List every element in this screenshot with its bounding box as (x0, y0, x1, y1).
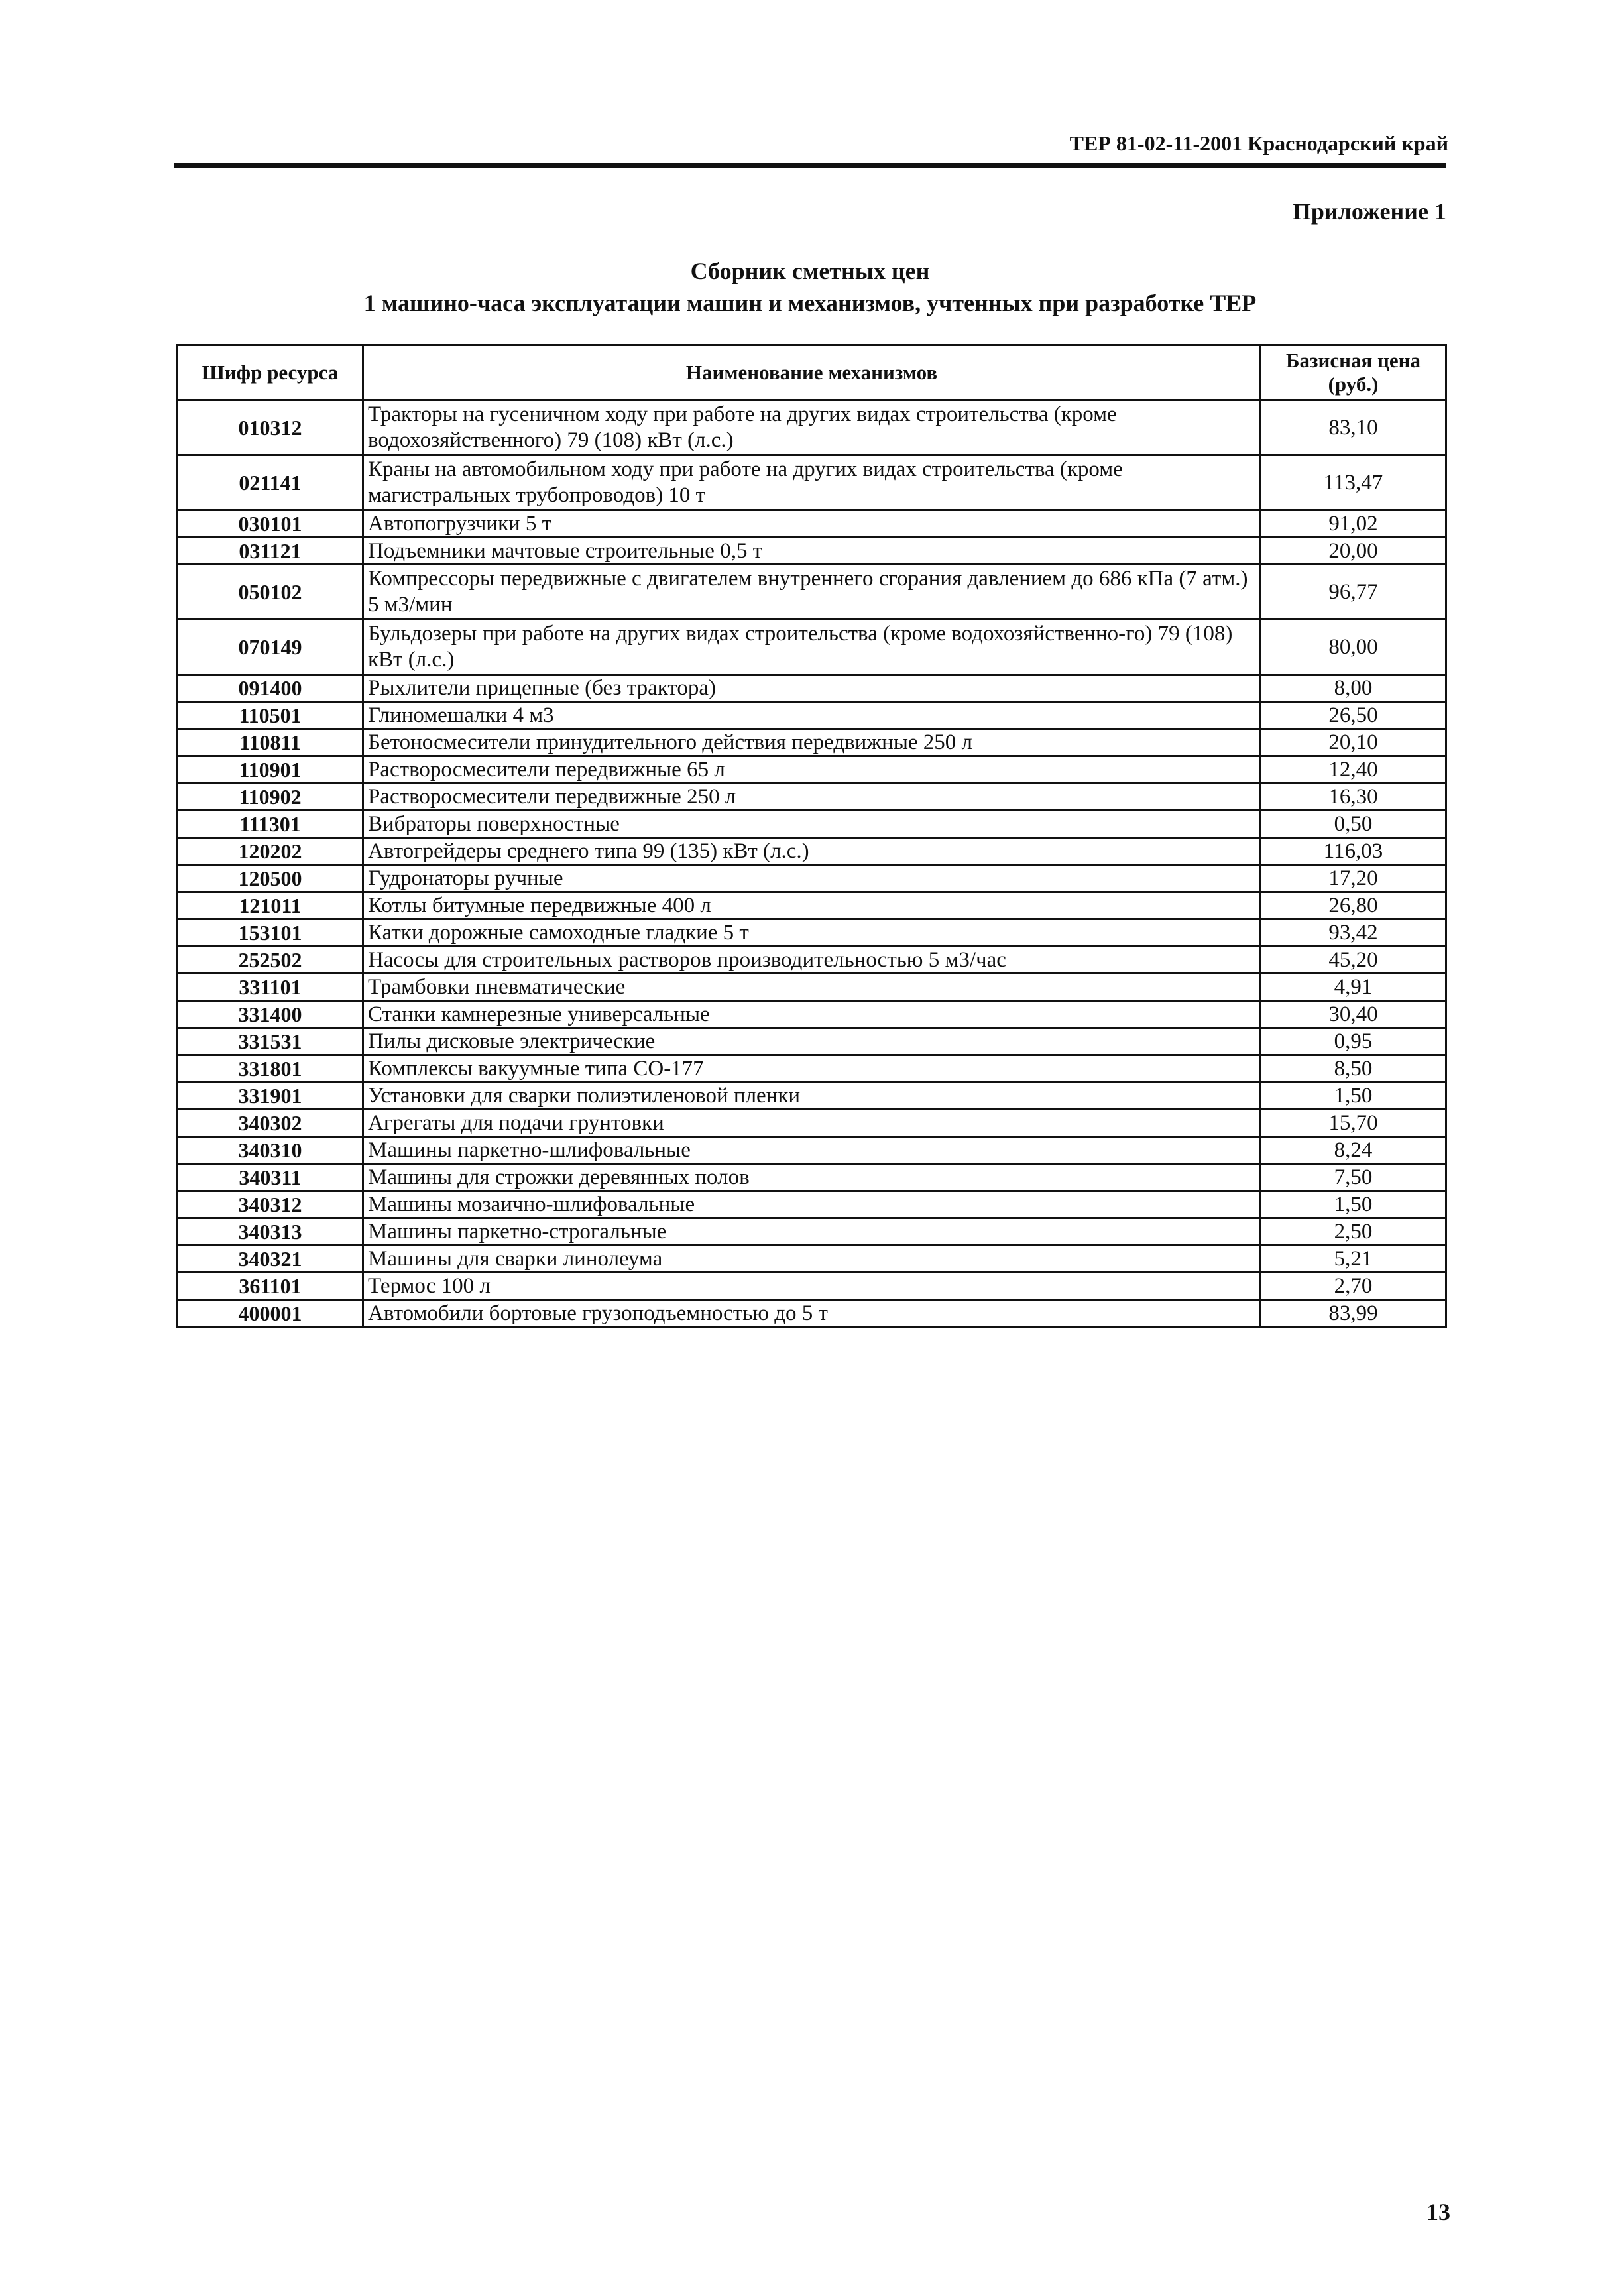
resource-code-cell: 361101 (178, 1273, 363, 1300)
resource-code-cell: 120500 (178, 865, 363, 892)
mechanism-name-cell: Растворосмесители передвижные 250 л (363, 784, 1261, 811)
mechanism-name-cell: Насосы для строительных растворов производительностью 5 м3/час (363, 947, 1261, 974)
table-row (178, 1191, 1446, 1218)
base-price-cell: 1,50 (1261, 1083, 1446, 1110)
resource-code-cell: 050102 (178, 565, 363, 620)
resource-code-cell: 111301 (178, 811, 363, 838)
table-row (178, 1055, 1446, 1083)
base-price-cell: 80,00 (1261, 620, 1446, 675)
mechanism-name-cell: Растворосмесители передвижные 65 л (363, 756, 1261, 784)
resource-code-cell: 340310 (178, 1137, 363, 1164)
mechanism-name-cell: Подъемники мачтовые строительные 0,5 т (363, 538, 1261, 565)
mechanism-name-cell: Машины паркетно-строгальные (363, 1218, 1261, 1246)
table-row (178, 1164, 1446, 1191)
resource-code-cell: 021141 (178, 455, 363, 510)
mechanism-name-cell: Краны на автомобильном ходу при работе на других видах строительства (кроме магистральных трубопроводов) 10 т (363, 455, 1261, 510)
table-row (178, 838, 1446, 865)
mechanism-name-cell: Котлы битумные передвижные 400 л (363, 892, 1261, 919)
mechanism-name-cell: Термос 100 л (363, 1273, 1261, 1300)
base-price-cell: 45,20 (1261, 947, 1446, 974)
base-price-cell: 96,77 (1261, 565, 1446, 620)
base-price-cell: 16,30 (1261, 784, 1446, 811)
column-header-price: Базисная цена (руб.) (1261, 345, 1446, 400)
base-price-cell: 8,50 (1261, 1055, 1446, 1083)
mechanism-name-cell: Автопогрузчики 5 т (363, 510, 1261, 538)
table-row (178, 919, 1446, 947)
resource-code-cell: 340302 (178, 1110, 363, 1137)
base-price-cell: 26,80 (1261, 892, 1446, 919)
mechanism-name-cell: Бульдозеры при работе на других видах строительства (кроме водохозяйственно-го) 79 (108) кВт (л.с.) (363, 620, 1261, 675)
resource-code-cell: 340311 (178, 1164, 363, 1191)
mechanism-name-cell: Автогрейдеры среднего типа 99 (135) кВт (л.с.) (363, 838, 1261, 865)
table-row (178, 400, 1446, 455)
resource-code-cell: 331400 (178, 1001, 363, 1028)
base-price-cell: 83,10 (1261, 400, 1446, 455)
base-price-cell: 26,50 (1261, 702, 1446, 729)
resource-code-cell: 091400 (178, 675, 363, 702)
table-row (178, 756, 1446, 784)
page-number: 13 (1426, 2199, 1450, 2225)
resource-code-cell: 010312 (178, 400, 363, 455)
resource-code-cell: 121011 (178, 892, 363, 919)
table-row (178, 1137, 1446, 1164)
mechanism-name-cell: Машины паркетно-шлифовальные (363, 1137, 1261, 1164)
table-row (178, 1273, 1446, 1300)
mechanism-name-cell: Машины для сварки линолеума (363, 1246, 1261, 1273)
resource-code-cell: 120202 (178, 838, 363, 865)
mechanism-name-cell: Катки дорожные самоходные гладкие 5 т (363, 919, 1261, 947)
resource-code-cell: 252502 (178, 947, 363, 974)
base-price-cell: 2,70 (1261, 1273, 1446, 1300)
base-price-cell: 2,50 (1261, 1218, 1446, 1246)
base-price-cell: 93,42 (1261, 919, 1446, 947)
resource-code-cell: 340312 (178, 1191, 363, 1218)
base-price-cell: 20,00 (1261, 538, 1446, 565)
resource-code-cell: 070149 (178, 620, 363, 675)
base-price-cell: 8,00 (1261, 675, 1446, 702)
base-price-cell: 17,20 (1261, 865, 1446, 892)
base-price-cell: 83,99 (1261, 1300, 1446, 1327)
mechanism-name-cell: Пилы дисковые электрические (363, 1028, 1261, 1055)
base-price-cell: 7,50 (1261, 1164, 1446, 1191)
base-price-cell: 113,47 (1261, 455, 1446, 510)
resource-code-cell: 340321 (178, 1246, 363, 1273)
mechanism-name-cell: Тракторы на гусеничном ходу при работе на других видах строительства (кроме водохозяйственного) 79 (108) кВт (л.с.) (363, 400, 1261, 455)
mechanism-name-cell: Машины для строжки деревянных полов (363, 1164, 1261, 1191)
table-row (178, 1300, 1446, 1327)
base-price-cell: 12,40 (1261, 756, 1446, 784)
base-price-cell: 91,02 (1261, 510, 1446, 538)
resource-code-cell: 031121 (178, 538, 363, 565)
table-row (178, 1083, 1446, 1110)
column-header-code: Шифр ресурса (178, 345, 363, 400)
column-header-name: Наименование механизмов (363, 345, 1261, 400)
mechanism-name-cell: Комплексы вакуумные типа СО-177 (363, 1055, 1261, 1083)
table-row (178, 455, 1446, 510)
document-id: ТЕР 81-02-11-2001 Краснодарский край (1069, 131, 1448, 155)
table-row (178, 1110, 1446, 1137)
base-price-cell: 116,03 (1261, 838, 1446, 865)
table-row (178, 1246, 1446, 1273)
prices-table (176, 344, 1447, 1328)
table-row (178, 974, 1446, 1001)
mechanism-name-cell: Автомобили бортовые грузоподъемностью до 5 т (363, 1300, 1261, 1327)
title-line-1: Сборник сметных цен (690, 258, 930, 284)
table-row (178, 702, 1446, 729)
base-price-cell: 20,10 (1261, 729, 1446, 756)
table-row (178, 1218, 1446, 1246)
table-row (178, 784, 1446, 811)
resource-code-cell: 340313 (178, 1218, 363, 1246)
mechanism-name-cell: Вибраторы поверхностные (363, 811, 1261, 838)
mechanism-name-cell: Рыхлители прицепные (без трактора) (363, 675, 1261, 702)
resource-code-cell: 331901 (178, 1083, 363, 1110)
resource-code-cell: 153101 (178, 919, 363, 947)
mechanism-name-cell: Станки камнерезные универсальные (363, 1001, 1261, 1028)
table-row (178, 865, 1446, 892)
mechanism-name-cell: Трамбовки пневматические (363, 974, 1261, 1001)
resource-code-cell: 110501 (178, 702, 363, 729)
base-price-cell: 0,95 (1261, 1028, 1446, 1055)
mechanism-name-cell: Агрегаты для подачи грунтовки (363, 1110, 1261, 1137)
table-row (178, 811, 1446, 838)
resource-code-cell: 110811 (178, 729, 363, 756)
base-price-cell: 30,40 (1261, 1001, 1446, 1028)
table-body (178, 400, 1446, 1327)
header-rule (174, 163, 1446, 168)
resource-code-cell: 331531 (178, 1028, 363, 1055)
document-title (174, 255, 1446, 319)
mechanism-name-cell: Гудронаторы ручные (363, 865, 1261, 892)
base-price-cell: 4,91 (1261, 974, 1446, 1001)
table-row (178, 565, 1446, 620)
table-row (178, 947, 1446, 974)
title-line-2: 1 машино-часа эксплуатации машин и механизмов, учтенных при разработке ТЕР (363, 290, 1257, 316)
mechanism-name-cell: Машины мозаично-шлифовальные (363, 1191, 1261, 1218)
base-price-cell: 1,50 (1261, 1191, 1446, 1218)
mechanism-name-cell: Глиномешалки 4 м3 (363, 702, 1261, 729)
resource-code-cell: 331101 (178, 974, 363, 1001)
table-row (178, 1028, 1446, 1055)
table-row (178, 510, 1446, 538)
resource-code-cell: 030101 (178, 510, 363, 538)
base-price-cell: 5,21 (1261, 1246, 1446, 1273)
table-row (178, 729, 1446, 756)
mechanism-name-cell: Компрессоры передвижные с двигателем внутреннего сгорания давлением до 686 кПа (7 атм.) 5 м3/мин (363, 565, 1261, 620)
table-row (178, 675, 1446, 702)
resource-code-cell: 400001 (178, 1300, 363, 1327)
mechanism-name-cell: Бетоносмесители принудительного действия передвижные 250 л (363, 729, 1261, 756)
mechanism-name-cell: Установки для сварки полиэтиленовой пленки (363, 1083, 1261, 1110)
prices-table-wrapper (176, 344, 1445, 1328)
table-row (178, 538, 1446, 565)
base-price-cell: 0,50 (1261, 811, 1446, 838)
appendix-label: Приложение 1 (1292, 198, 1446, 225)
table-header-row (178, 345, 1446, 400)
resource-code-cell: 110902 (178, 784, 363, 811)
resource-code-cell: 110901 (178, 756, 363, 784)
base-price-cell: 8,24 (1261, 1137, 1446, 1164)
resource-code-cell: 331801 (178, 1055, 363, 1083)
base-price-cell: 15,70 (1261, 1110, 1446, 1137)
table-row (178, 620, 1446, 675)
table-row (178, 1001, 1446, 1028)
table-row (178, 892, 1446, 919)
